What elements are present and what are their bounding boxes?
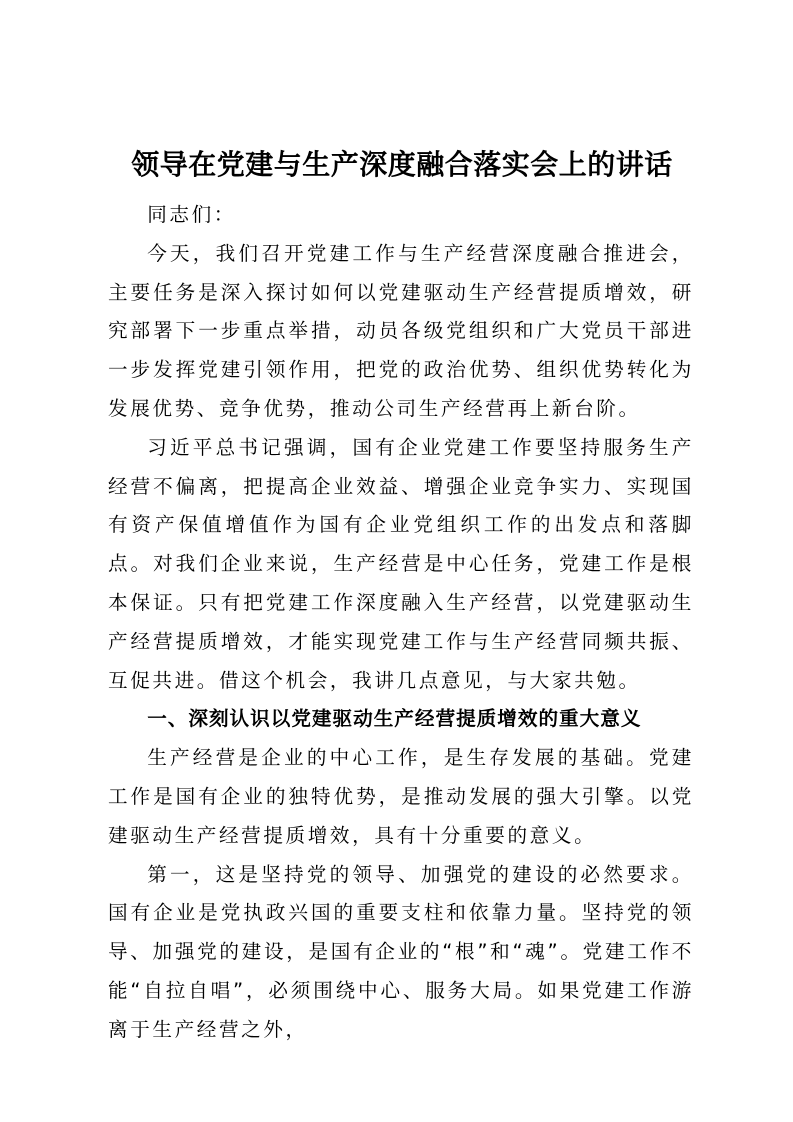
paragraph-xi-quote: 习近平总书记强调，国有企业党建工作要坚持服务生产经营不偏离，把提高企业效益、增强企业竞争实力、实现国有资产保值增值作为国有企业党组织工作的出发点和落脚点。对我们企业来说，生产经营是中心任务，党建工作是根本保证。只有把党建工作深度融入生产经营，以党建驱动生产经营提质增效，才能实现党建工作与生产经营同频共振、互促共进。借这个机会，我讲几点意见，与大家共勉。 <box>108 435 694 692</box>
section-heading: 一、深刻认识以党建驱动生产经营提质增效的重大意义 <box>147 707 642 731</box>
paragraph-first-point: 第一，这是坚持党的领导、加强党的建设的必然要求。 国有企业是党执政兴国的重要支柱和依靠力量。坚持党的领导、加强党的建设，是国有企业的“根”和“魂”。党建工作不能“自拉自唱”，必须围绕中心、服务大局。如果党建工作游离于生产经营之外， <box>108 862 694 1041</box>
paragraph-opening: 今天，我们召开党建工作与生产经营深度融合推进会，主要任务是深入探讨如何以党建驱动生产经营提质增效，研究部署下一步重点举措，动员各级党组织和广大党员干部进一步发挥党建引领作用，把党的政治优势、组织优势转化为发展优势、竞争优势，推动公司生产经营再上新台阶。 <box>108 241 694 420</box>
salutation: 同志们： <box>147 203 236 226</box>
document-title: 领导在党建与生产深度融合落实会上的讲话 <box>131 148 673 181</box>
paragraph-section-intro: 生产经营是企业的中心工作，是生存发展的基础。党建工作是国有企业的独特优势，是推动发展的强大引擎。以党建驱动生产经营提质增效，具有十分重要的意义。 <box>108 746 694 847</box>
document-body <box>108 140 694 1050</box>
